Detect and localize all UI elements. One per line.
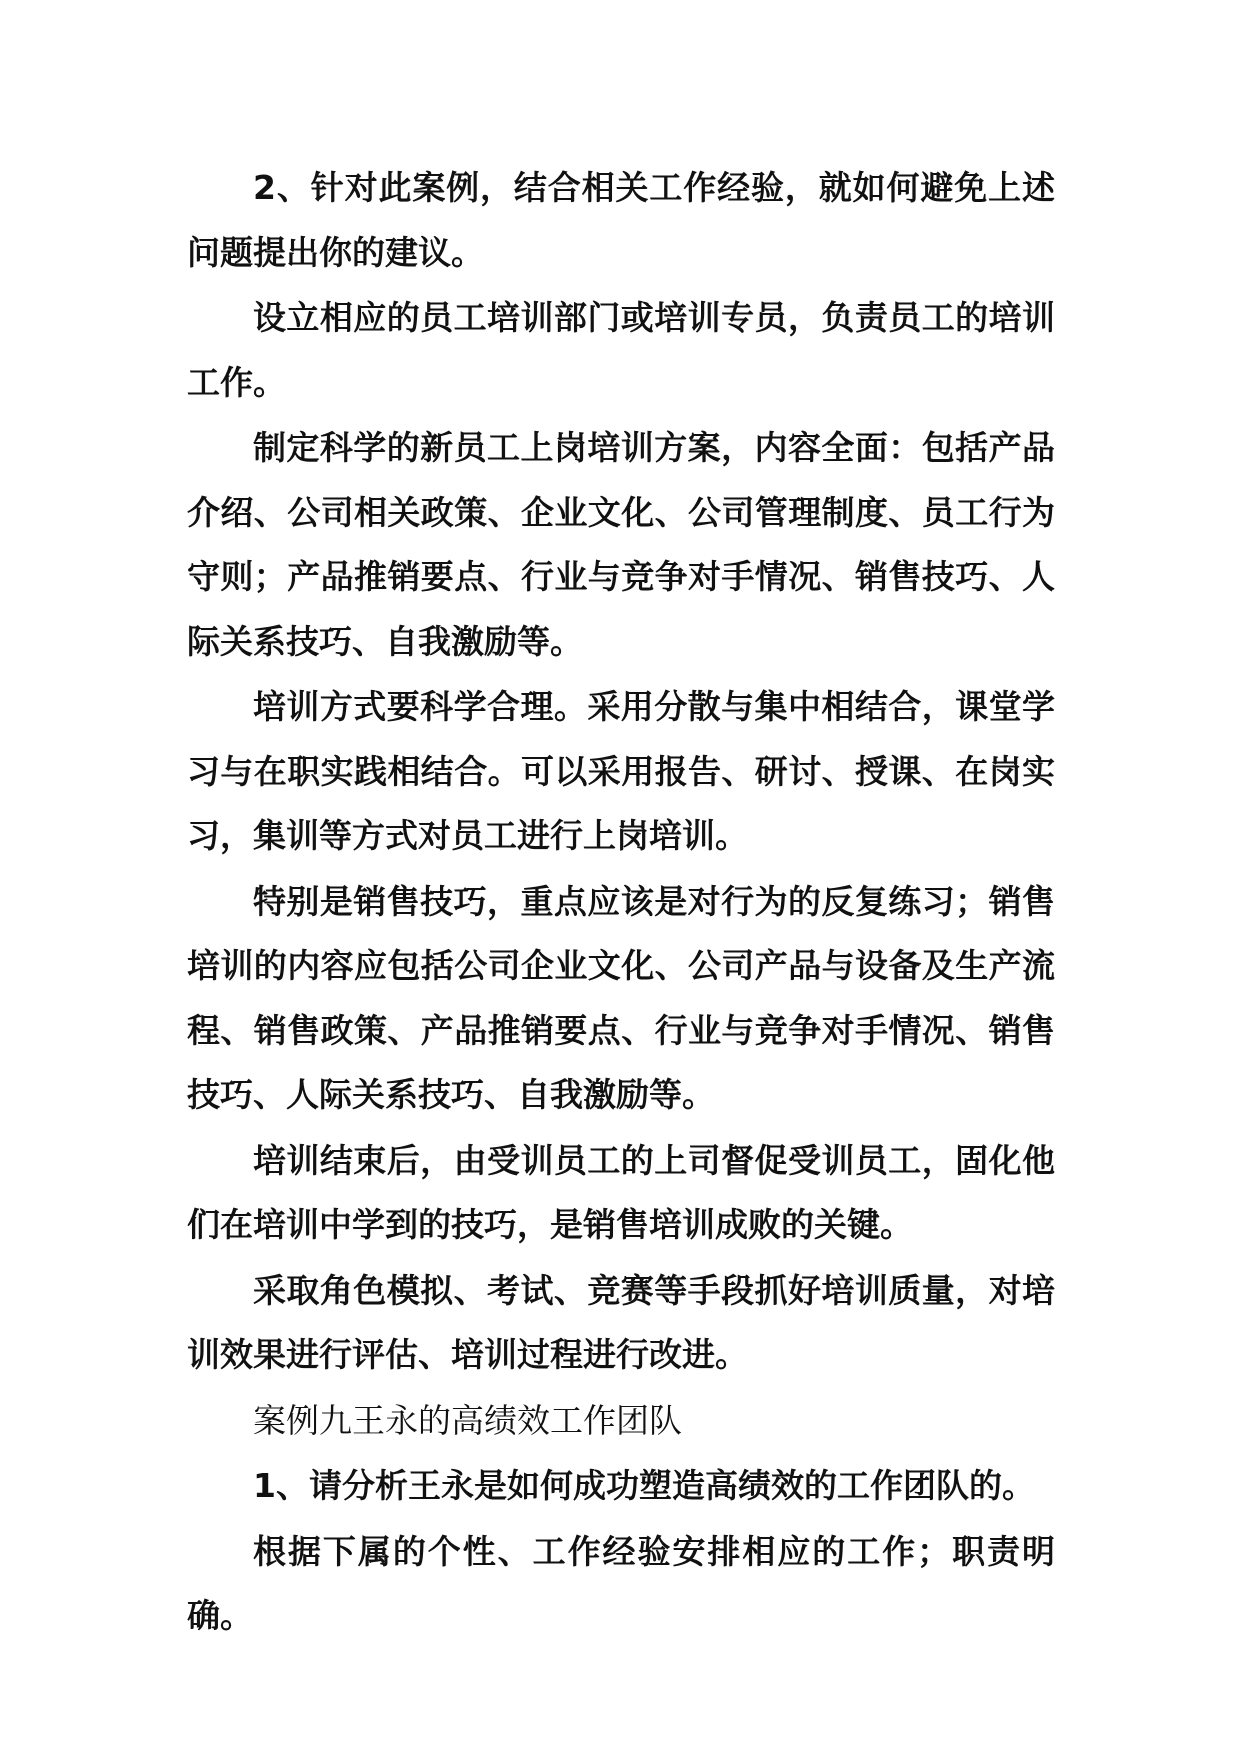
- paragraph-question-2: 2、针对此案例，结合相关工作经验，就如何避免上述问题提出你的建议。: [187, 168, 1055, 272]
- document-body: [187, 156, 1055, 1650]
- paragraph-training-quality: 采取角色模拟、考试、竞赛等手段抓好培训质量，对培训效果进行评估、培训过程进行改进。: [187, 1270, 1055, 1374]
- paragraph-sales-skills: 特别是销售技巧，重点应该是对行为的反复练习；销售培训的内容应包括公司企业文化、公司产品与设备及生产流程、销售政策、产品推销要点、行业与竞争对手情况、销售技巧、人际关系技巧、自我激励等。: [187, 881, 1055, 1114]
- paragraph-training-department: 设立相应的员工培训部门或培训专员，负责员工的培训工作。: [187, 298, 1055, 402]
- paragraph-post-training: 培训结束后，由受训员工的上司督促受训员工，固化他们在培训中学到的技巧，是销售培训成败的关键。: [187, 1140, 1055, 1244]
- paragraph-training-plan: 制定科学的新员工上岗培训方案，内容全面：包括产品介绍、公司相关政策、企业文化、公司管理制度、员工行为守则；产品推销要点、行业与竞争对手情况、销售技巧、人际关系技巧、自我激励等。: [187, 428, 1055, 661]
- paragraph-training-methods: 培训方式要科学合理。采用分散与集中相结合，课堂学习与在职实践相结合。可以采用报告、研讨、授课、在岗实习，集训等方式对员工进行上岗培训。: [187, 687, 1055, 855]
- paragraph-answer-1: 根据下属的个性、工作经验安排相应的工作；职责明确。: [187, 1531, 1055, 1635]
- paragraph-question-1: 1、请分析王永是如何成功塑造高绩效的工作团队的。: [253, 1466, 1035, 1505]
- case-heading: 案例九王永的高绩效工作团队: [253, 1400, 682, 1440]
